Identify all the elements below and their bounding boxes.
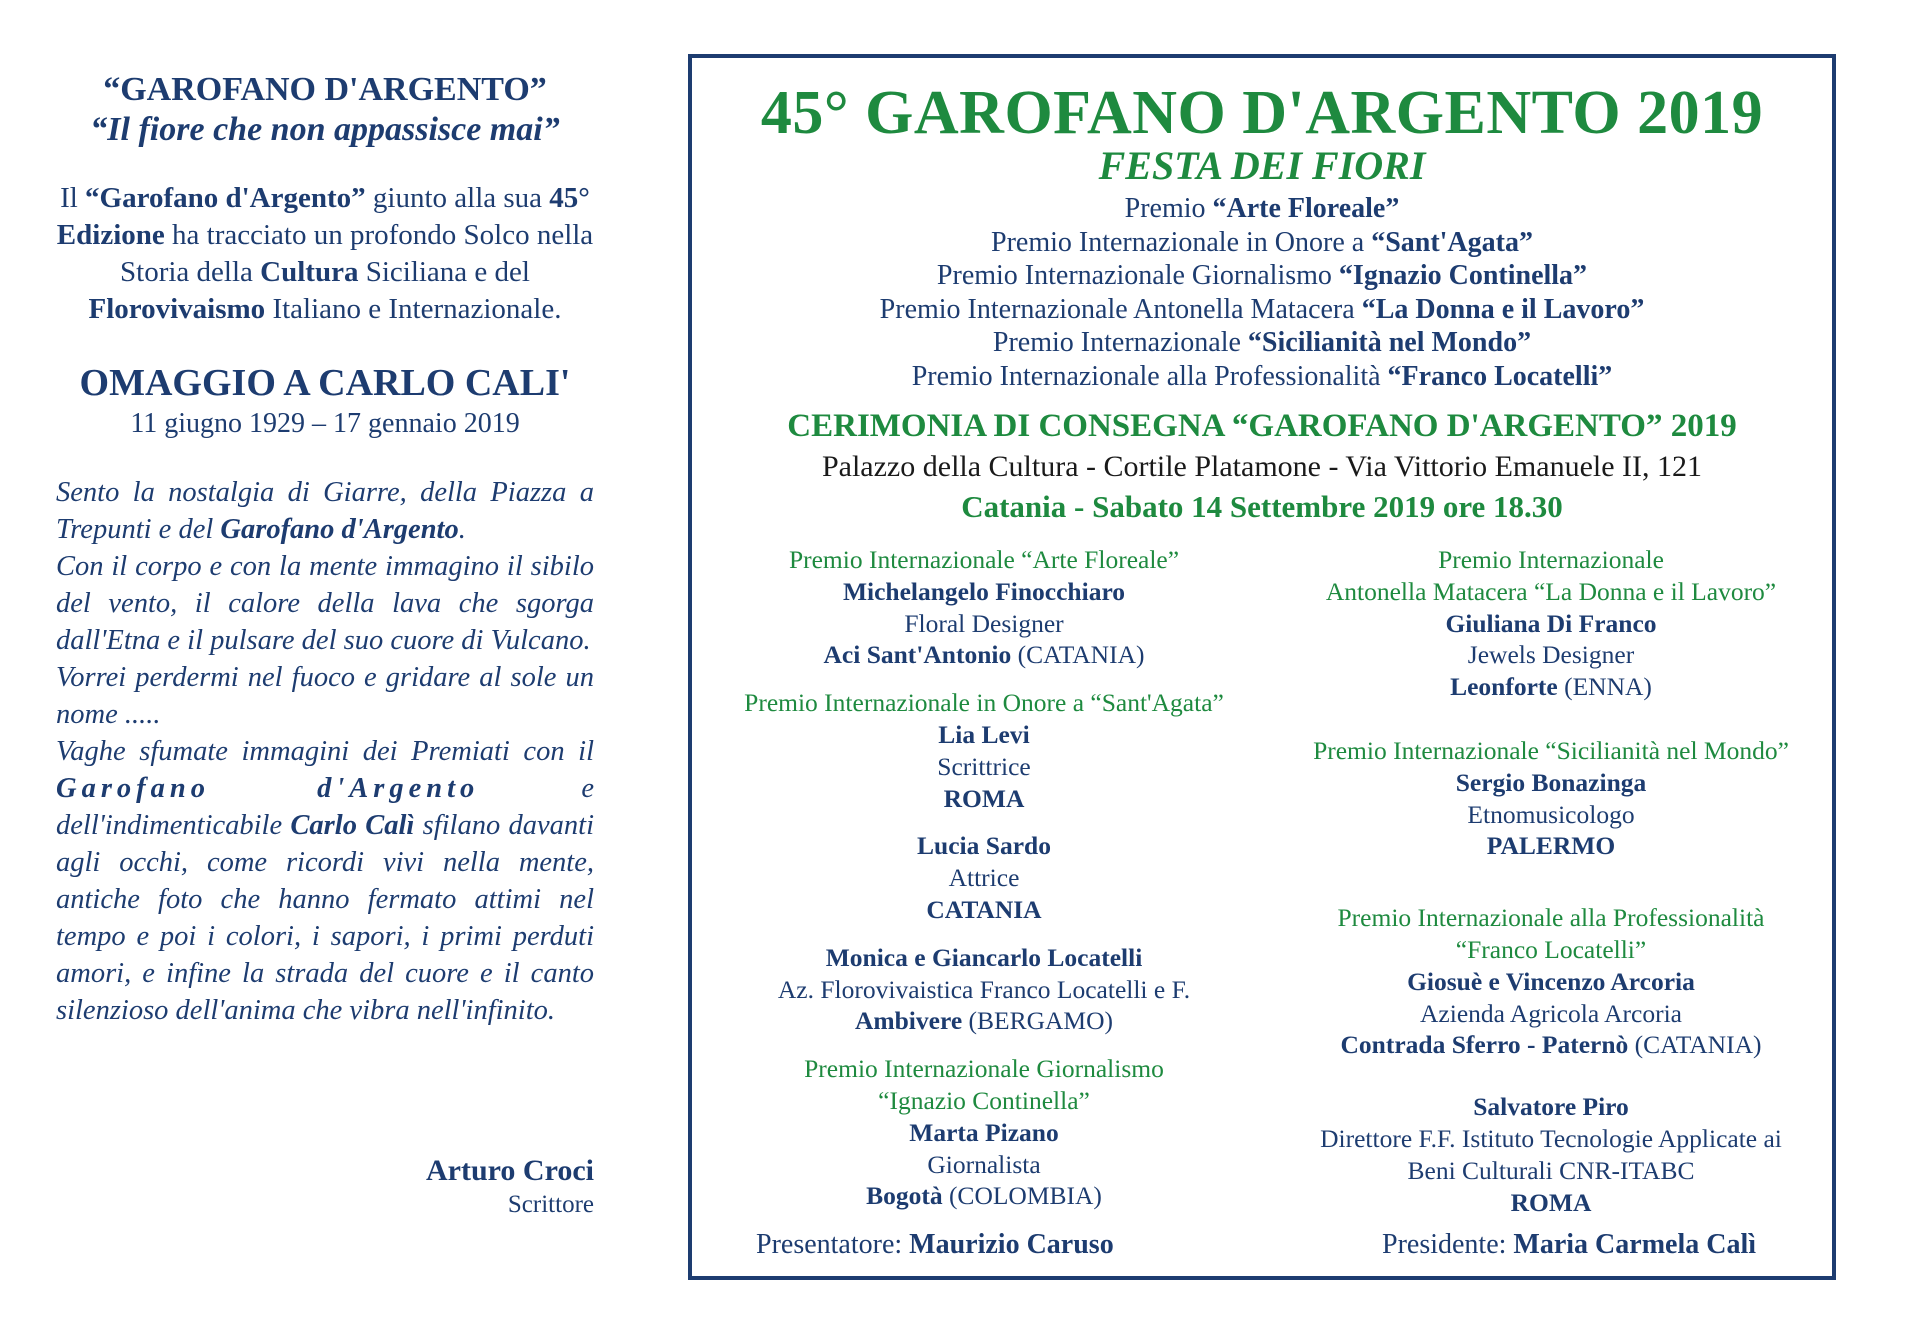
premio-line: Premio Internazionale in Onore a “Sant'Agata” xyxy=(991,226,1533,258)
presenter-line: Presentatore: Maurizio Caruso xyxy=(756,1229,1114,1260)
winner-name: Giuliana Di Franco xyxy=(1445,608,1657,638)
winner-location: ROMA xyxy=(1510,1187,1592,1217)
program-frame xyxy=(688,54,1836,1280)
intro-paragraph: Il “Garofano d'Argento” giunto alla sua 45° Edizione ha tracciato un profondo Solco nella Storia della Cultura Siciliana e del Florovivaismo Italiano e Internazionale. xyxy=(56,182,594,325)
subtitle: FESTA DEI FIORI xyxy=(1098,143,1426,188)
winner-role: Giornalista xyxy=(927,1149,1041,1179)
award-title: “Ignazio Continella” xyxy=(878,1085,1090,1115)
poem-line: Vaghe sfumate immagini dei Premiati con il Garofano d'Argento e dell'indimenticabile Carlo Calì sfilano davanti agli occhi, come ricordi vivi nella mente, antiche foto che hanno fermato attimi nel tempo e poi i colori, i sapori, i primi perduti amori, e infine la strada del cuore e il canto silenzioso dell'anima che vibra nell'infinito. xyxy=(56,736,595,1026)
award-title: Antonella Matacera “La Donna e il Lavoro” xyxy=(1325,576,1777,606)
award-title: Premio Internazionale Giornalismo xyxy=(804,1054,1164,1084)
award-title: Premio Internazionale alla Professionalità xyxy=(1337,903,1765,933)
winner-block xyxy=(692,1053,1276,1212)
winner-role: Beni Culturali CNR-ITABC xyxy=(1407,1155,1695,1185)
winner-role: Az. Florovivaistica Franco Locatelli e F. xyxy=(777,974,1191,1004)
premio-line: Premio “Arte Floreale” xyxy=(1124,193,1400,224)
winner-location: PALERMO xyxy=(1486,831,1616,861)
award-title: Premio Internazionale “Arte Floreale” xyxy=(788,545,1180,574)
award-title: “Franco Locatelli” xyxy=(1455,934,1647,964)
winner-role: Jewels Designer xyxy=(1467,640,1635,670)
poem xyxy=(56,474,594,1029)
winner-block xyxy=(692,687,1276,814)
venue: Palazzo della Cultura - Cortile Platamone - Via Vittorio Emanuele II, 121 xyxy=(821,450,1703,483)
winner-location: Contrada Sferro - Paternò (CATANIA) xyxy=(1340,1030,1762,1060)
left-title: “GAROFANO D'ARGENTO” xyxy=(103,71,547,108)
winner-block xyxy=(692,544,1276,671)
winner-block xyxy=(1266,1091,1836,1218)
ceremony-title: CERIMONIA DI CONSEGNA “GAROFANO D'ARGENTO” 2019 xyxy=(787,408,1737,444)
left-motto: “Il fiore che non appassisce mai” xyxy=(90,111,560,148)
award-title: Premio Internazionale in Onore a “Sant'Agata” xyxy=(744,688,1224,718)
winner-name: Salvatore Piro xyxy=(1473,1092,1629,1122)
winner-block xyxy=(692,942,1276,1037)
premi-list xyxy=(692,192,1832,393)
winner-location: Aci Sant'Antonio (CATANIA) xyxy=(823,640,1145,670)
winner-location: CATANIA xyxy=(926,894,1042,924)
award-title: Premio Internazionale xyxy=(1438,545,1664,574)
winner-role: Scrittrice xyxy=(937,751,1031,781)
winners-right-column xyxy=(1266,544,1836,1234)
winner-role: Azienda Agricola Arcoria xyxy=(1420,998,1682,1028)
premio-line: Premio Internazionale alla Professionalità “Franco Locatelli” xyxy=(911,360,1613,392)
winner-block xyxy=(692,830,1276,925)
winner-location: Bogotà (COLOMBIA) xyxy=(866,1181,1102,1211)
winner-role: Direttore F.F. Istituto Tecnologie Applicate ai xyxy=(1320,1123,1782,1153)
winner-location: Leonforte (ENNA) xyxy=(1450,672,1652,702)
winner-role: Attrice xyxy=(948,863,1020,893)
winner-name: Giosuè e Vincenzo Arcoria xyxy=(1407,966,1695,996)
winner-block xyxy=(1266,544,1836,703)
winner-location: ROMA xyxy=(943,783,1025,813)
winner-role: Etnomusicologo xyxy=(1467,799,1635,829)
date-line: Catania - Sabato 14 Settembre 2019 ore 18.30 xyxy=(961,489,1563,524)
winner-block xyxy=(1266,735,1836,862)
winner-name: Sergio Bonazinga xyxy=(1455,767,1647,797)
omaggio-dates: 11 giugno 1929 – 17 gennaio 2019 xyxy=(130,408,520,439)
poem-line: Vorrei perdermi nel fuoco e gridare al sole un nome ..... xyxy=(56,662,594,730)
winner-name: Lia Levi xyxy=(938,719,1030,749)
omaggio-title: OMAGGIO A CARLO CALI' xyxy=(79,362,571,404)
winner-name: Michelangelo Finocchiaro xyxy=(842,576,1126,606)
winner-name: Marta Pizano xyxy=(909,1117,1059,1147)
winner-location: Ambivere (BERGAMO) xyxy=(854,1006,1114,1036)
premio-line: Premio Internazionale Giornalismo “Ignazio Continella” xyxy=(936,260,1588,291)
winner-name: Lucia Sardo xyxy=(917,831,1051,861)
poem-line: Sento la nostalgia di Giarre, della Piazza a Trepunti e del Garofano d'Argento. xyxy=(56,477,594,545)
premio-line: Premio Internazionale Antonella Matacera “La Donna e il Lavoro” xyxy=(879,293,1645,325)
signature xyxy=(426,1152,594,1220)
signature-name: Arturo Croci xyxy=(425,1154,594,1187)
winners-left-column xyxy=(692,544,1276,1228)
poem-line: Con il corpo e con la mente immagino il sibilo del vento, il calore della lava che sgorga dall'Etna e il pulsare del suo cuore di Vulcano. xyxy=(56,551,594,656)
winner-role: Floral Designer xyxy=(904,608,1064,638)
winner-block xyxy=(1266,902,1836,1061)
award-title: Premio Internazionale “Sicilianità nel Mondo” xyxy=(1313,735,1789,765)
left-column xyxy=(56,70,594,1270)
winner-name: Monica e Giancarlo Locatelli xyxy=(825,942,1143,972)
signature-role: Scrittore xyxy=(507,1191,594,1218)
premio-line: Premio Internazionale “Sicilianità nel Mondo” xyxy=(992,327,1532,358)
president-line: Presidente: Maria Carmela Calì xyxy=(1382,1229,1757,1260)
main-title: 45° GAROFANO D'ARGENTO 2019 xyxy=(760,79,1764,147)
